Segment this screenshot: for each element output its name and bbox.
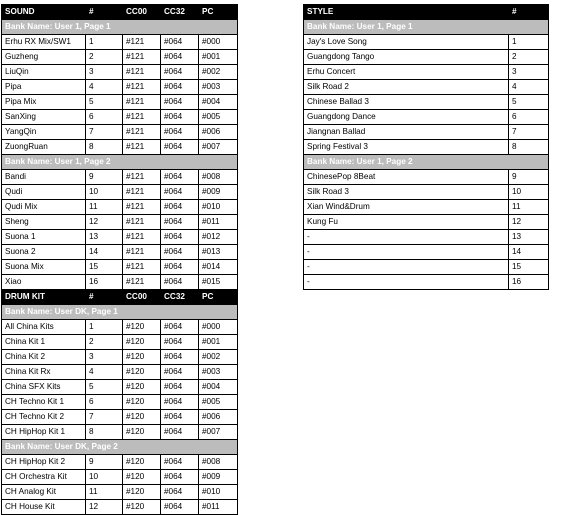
table-cell: #015: [199, 275, 238, 290]
table-cell: YangQin: [2, 125, 86, 140]
table-cell: 12: [86, 215, 123, 230]
table-cell: 8: [86, 425, 123, 440]
table-cell: CH Techno Kit 1: [2, 395, 86, 410]
table-cell: #064: [161, 470, 199, 485]
bank-name-row: [2, 155, 238, 170]
table-cell: CH House Kit: [2, 500, 86, 515]
bank-name-label: Bank Name: User DK, Page 2: [2, 440, 238, 455]
table-cell: #013: [199, 245, 238, 260]
bank-name-label: Bank Name: User 1, Page 2: [304, 155, 549, 170]
table-cell: #008: [199, 170, 238, 185]
drum-kit-header-cell: DRUM KIT: [2, 290, 86, 305]
table-row: [304, 200, 549, 215]
table-cell: #004: [199, 380, 238, 395]
table-cell: #001: [199, 335, 238, 350]
table-row: [2, 260, 238, 275]
table-row: [2, 65, 238, 80]
table-cell: #003: [199, 80, 238, 95]
table-cell: #064: [161, 200, 199, 215]
table-cell: #002: [199, 65, 238, 80]
table-cell: Guangdong Tango: [304, 50, 509, 65]
table-cell: #064: [161, 425, 199, 440]
table-row: [2, 350, 238, 365]
table-row: [2, 320, 238, 335]
table-cell: #008: [199, 455, 238, 470]
drum-kit-header-cell: #: [86, 290, 123, 305]
table-cell: Qudi: [2, 185, 86, 200]
bank-name-row: [2, 20, 238, 35]
table-cell: -: [304, 230, 509, 245]
sound-drumkit-table-body: [2, 5, 238, 515]
table-row: [304, 185, 549, 200]
table-cell: CH Orchestra Kit: [2, 470, 86, 485]
table-cell: 15: [86, 260, 123, 275]
style-table-body: [304, 5, 549, 290]
drum-kit-header-row: [2, 290, 238, 305]
table-cell: 6: [86, 110, 123, 125]
table-cell: #120: [123, 350, 161, 365]
bank-name-row: [2, 305, 238, 320]
bank-name-label: Bank Name: User 1, Page 2: [2, 155, 238, 170]
table-cell: Sheng: [2, 215, 86, 230]
table-row: [304, 140, 549, 155]
table-cell: 6: [509, 110, 549, 125]
table-cell: ChinesePop 8Beat: [304, 170, 509, 185]
table-row: [304, 125, 549, 140]
table-cell: #121: [123, 230, 161, 245]
table-cell: 7: [86, 125, 123, 140]
table-cell: 8: [86, 140, 123, 155]
table-cell: #006: [199, 125, 238, 140]
table-row: [2, 185, 238, 200]
table-cell: China Kit 2: [2, 350, 86, 365]
table-cell: #064: [161, 320, 199, 335]
table-row: [2, 80, 238, 95]
table-cell: Suona 2: [2, 245, 86, 260]
table-cell: 11: [509, 200, 549, 215]
table-row: [304, 215, 549, 230]
table-cell: #064: [161, 170, 199, 185]
table-cell: Erhu RX Mix/SW1: [2, 35, 86, 50]
table-cell: Jiangnan Ballad: [304, 125, 509, 140]
table-cell: China Kit Rx: [2, 365, 86, 380]
table-cell: Suona Mix: [2, 260, 86, 275]
table-cell: #121: [123, 140, 161, 155]
drum-kit-header-cell: CC32: [161, 290, 199, 305]
table-cell: #012: [199, 230, 238, 245]
table-row: [304, 170, 549, 185]
table-row: [2, 335, 238, 350]
table-cell: #001: [199, 50, 238, 65]
table-cell: China SFX Kits: [2, 380, 86, 395]
table-row: [2, 245, 238, 260]
table-cell: #007: [199, 140, 238, 155]
drum-kit-header-cell: CC00: [123, 290, 161, 305]
table-cell: 4: [86, 365, 123, 380]
table-cell: 2: [509, 50, 549, 65]
sound-header-cell: SOUND: [2, 5, 86, 20]
table-cell: Bandi: [2, 170, 86, 185]
table-cell: #064: [161, 125, 199, 140]
table-cell: 8: [509, 140, 549, 155]
table-cell: #064: [161, 50, 199, 65]
table-cell: #064: [161, 485, 199, 500]
table-cell: 16: [86, 275, 123, 290]
table-row: [2, 215, 238, 230]
table-cell: #121: [123, 65, 161, 80]
table-cell: #121: [123, 80, 161, 95]
table-cell: 2: [86, 50, 123, 65]
table-cell: 13: [86, 230, 123, 245]
table-row: [304, 275, 549, 290]
table-cell: #121: [123, 125, 161, 140]
table-cell: 15: [509, 260, 549, 275]
bank-name-row: [304, 20, 549, 35]
table-cell: 3: [86, 65, 123, 80]
table-cell: #064: [161, 395, 199, 410]
table-cell: #009: [199, 470, 238, 485]
table-row: [2, 50, 238, 65]
table-cell: #064: [161, 275, 199, 290]
table-cell: 5: [86, 380, 123, 395]
style-header-cell: #: [509, 5, 549, 20]
table-cell: #121: [123, 200, 161, 215]
table-cell: 9: [86, 455, 123, 470]
style-header-cell: STYLE: [304, 5, 509, 20]
table-cell: #064: [161, 35, 199, 50]
table-cell: Pipa Mix: [2, 95, 86, 110]
table-cell: #120: [123, 365, 161, 380]
sound-header-cell: CC32: [161, 5, 199, 20]
table-cell: 1: [86, 35, 123, 50]
table-cell: 10: [509, 185, 549, 200]
table-cell: Chinese Ballad 3: [304, 95, 509, 110]
bank-name-row: [304, 155, 549, 170]
table-cell: 14: [86, 245, 123, 260]
bank-name-label: Bank Name: User DK, Page 1: [2, 305, 238, 320]
table-cell: 13: [509, 230, 549, 245]
table-cell: 1: [509, 35, 549, 50]
table-cell: 3: [509, 65, 549, 80]
table-cell: #010: [199, 200, 238, 215]
table-cell: 1: [86, 320, 123, 335]
table-cell: CH Techno Kit 2: [2, 410, 86, 425]
table-cell: #121: [123, 110, 161, 125]
table-cell: All China Kits: [2, 320, 86, 335]
table-cell: #064: [161, 335, 199, 350]
table-cell: #064: [161, 380, 199, 395]
table-cell: CH HipHop Kit 1: [2, 425, 86, 440]
table-cell: -: [304, 245, 509, 260]
table-cell: CH Analog Kit: [2, 485, 86, 500]
table-cell: #064: [161, 350, 199, 365]
table-cell: 3: [86, 350, 123, 365]
table-cell: #010: [199, 485, 238, 500]
table-row: [2, 35, 238, 50]
table-cell: #003: [199, 365, 238, 380]
table-row: [2, 140, 238, 155]
table-cell: #121: [123, 275, 161, 290]
table-cell: #121: [123, 50, 161, 65]
table-row: [2, 455, 238, 470]
table-cell: -: [304, 275, 509, 290]
table-cell: 5: [509, 95, 549, 110]
table-cell: #011: [199, 500, 238, 515]
table-cell: #064: [161, 65, 199, 80]
table-cell: 10: [86, 185, 123, 200]
table-cell: Qudi Mix: [2, 200, 86, 215]
table-cell: #121: [123, 35, 161, 50]
table-row: [2, 125, 238, 140]
table-row: [304, 245, 549, 260]
table-row: [2, 200, 238, 215]
sound-header-cell: CC00: [123, 5, 161, 20]
table-cell: #004: [199, 95, 238, 110]
table-row: [2, 365, 238, 380]
table-cell: ZuongRuan: [2, 140, 86, 155]
style-header-row: [304, 5, 549, 20]
table-row: [2, 275, 238, 290]
table-cell: 2: [86, 335, 123, 350]
bank-name-label: Bank Name: User 1, Page 1: [2, 20, 238, 35]
table-cell: #006: [199, 410, 238, 425]
table-cell: #120: [123, 335, 161, 350]
table-cell: 9: [86, 170, 123, 185]
table-cell: #064: [161, 245, 199, 260]
sound-header-cell: #: [86, 5, 123, 20]
table-cell: #120: [123, 470, 161, 485]
table-cell: #064: [161, 230, 199, 245]
table-cell: 9: [509, 170, 549, 185]
table-row: [2, 410, 238, 425]
table-cell: #064: [161, 140, 199, 155]
table-row: [2, 395, 238, 410]
table-cell: #121: [123, 260, 161, 275]
bank-name-row: [2, 440, 238, 455]
table-row: [2, 470, 238, 485]
table-row: [2, 425, 238, 440]
table-row: [304, 80, 549, 95]
table-cell: #120: [123, 485, 161, 500]
table-cell: #064: [161, 215, 199, 230]
table-cell: #120: [123, 380, 161, 395]
table-cell: #120: [123, 425, 161, 440]
table-cell: CH HipHop Kit 2: [2, 455, 86, 470]
table-cell: 4: [86, 80, 123, 95]
table-cell: #064: [161, 185, 199, 200]
table-cell: Silk Road 3: [304, 185, 509, 200]
table-cell: #064: [161, 95, 199, 110]
table-cell: #121: [123, 215, 161, 230]
table-cell: #064: [161, 80, 199, 95]
table-cell: #009: [199, 185, 238, 200]
table-cell: Kung Fu: [304, 215, 509, 230]
table-cell: #120: [123, 395, 161, 410]
table-cell: #002: [199, 350, 238, 365]
table-cell: #000: [199, 35, 238, 50]
table-row: [2, 95, 238, 110]
table-row: [304, 110, 549, 125]
table-cell: 10: [86, 470, 123, 485]
table-cell: #000: [199, 320, 238, 335]
table-cell: Spring Festival 3: [304, 140, 509, 155]
table-cell: Silk Road 2: [304, 80, 509, 95]
sound-header-cell: PC: [199, 5, 238, 20]
table-cell: 16: [509, 275, 549, 290]
table-cell: #007: [199, 425, 238, 440]
table-cell: #120: [123, 500, 161, 515]
table-cell: #064: [161, 500, 199, 515]
table-cell: 7: [86, 410, 123, 425]
table-cell: Xian Wind&Drum: [304, 200, 509, 215]
table-cell: #120: [123, 455, 161, 470]
bank-name-label: Bank Name: User 1, Page 1: [304, 20, 549, 35]
table-row: [304, 230, 549, 245]
table-cell: 12: [86, 500, 123, 515]
table-cell: #121: [123, 245, 161, 260]
table-cell: #014: [199, 260, 238, 275]
table-cell: LiuQin: [2, 65, 86, 80]
table-cell: Guangdong Dance: [304, 110, 509, 125]
table-cell: Jay's Love Song: [304, 35, 509, 50]
table-cell: 4: [509, 80, 549, 95]
table-cell: China Kit 1: [2, 335, 86, 350]
table-row: [304, 65, 549, 80]
table-cell: #120: [123, 320, 161, 335]
table-cell: 11: [86, 200, 123, 215]
table-row: [2, 485, 238, 500]
table-cell: #120: [123, 410, 161, 425]
table-cell: #064: [161, 260, 199, 275]
table-cell: #121: [123, 170, 161, 185]
table-cell: Xiao: [2, 275, 86, 290]
table-cell: 7: [509, 125, 549, 140]
table-row: [2, 170, 238, 185]
table-cell: #011: [199, 215, 238, 230]
table-row: [2, 230, 238, 245]
table-cell: #064: [161, 455, 199, 470]
table-cell: SanXing: [2, 110, 86, 125]
table-row: [2, 110, 238, 125]
table-cell: #121: [123, 95, 161, 110]
table-cell: #064: [161, 365, 199, 380]
table-row: [304, 35, 549, 50]
table-cell: #064: [161, 110, 199, 125]
table-cell: #064: [161, 410, 199, 425]
table-cell: #121: [123, 185, 161, 200]
table-cell: 6: [86, 395, 123, 410]
table-cell: Erhu Concert: [304, 65, 509, 80]
table-cell: Guzheng: [2, 50, 86, 65]
table-cell: #005: [199, 110, 238, 125]
table-row: [304, 95, 549, 110]
sound-drumkit-table: [1, 4, 238, 515]
table-cell: 14: [509, 245, 549, 260]
table-cell: 11: [86, 485, 123, 500]
table-row: [2, 380, 238, 395]
table-cell: Suona 1: [2, 230, 86, 245]
table-cell: 12: [509, 215, 549, 230]
table-row: [2, 500, 238, 515]
table-cell: Pipa: [2, 80, 86, 95]
sound-header-row: [2, 5, 238, 20]
drum-kit-header-cell: PC: [199, 290, 238, 305]
table-cell: #005: [199, 395, 238, 410]
table-cell: -: [304, 260, 509, 275]
table-row: [304, 260, 549, 275]
style-table: [303, 4, 549, 290]
table-row: [304, 50, 549, 65]
table-cell: 5: [86, 95, 123, 110]
